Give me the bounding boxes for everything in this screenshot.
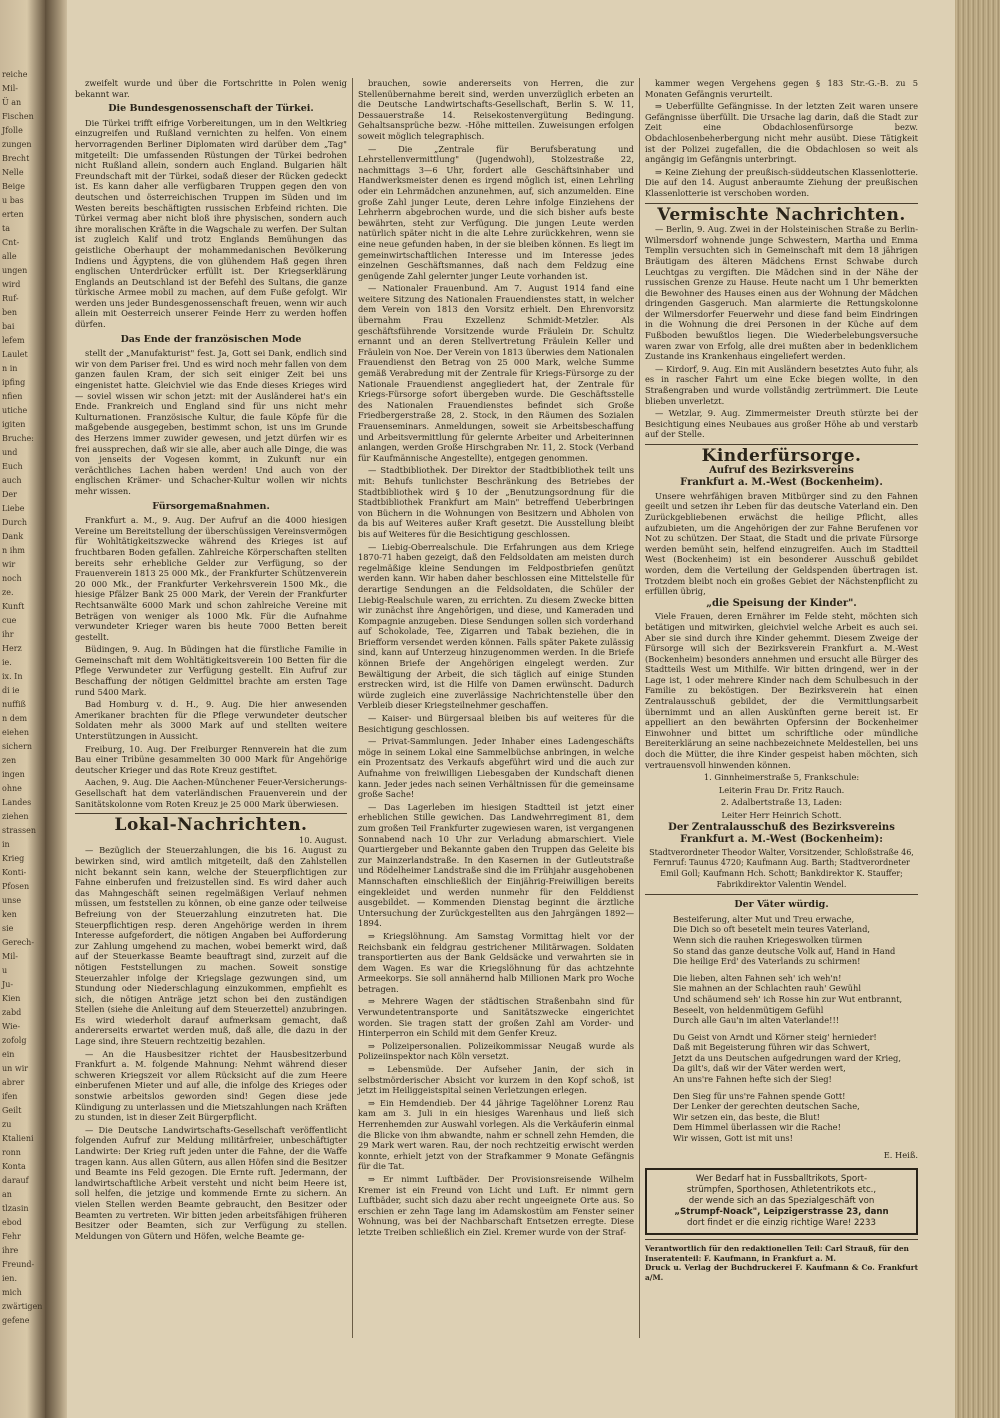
- binding-fragment: un wir: [2, 1064, 29, 1073]
- paragraph: ⇒ Keine Ziehung der preußisch-süddeutschen Klassenlotterie. Die auf den 14. August anberaumte Ziehung der preußischen Klassenlotterie ist verschoben worden.: [645, 166, 918, 198]
- binding-fragment: Kien: [2, 994, 21, 1003]
- binding-fragment: sie: [2, 924, 14, 933]
- binding-fragment: igiten: [2, 420, 26, 429]
- kinder-heading: Kinderfürsorge.: [701, 446, 862, 466]
- column-rule: [639, 78, 640, 1338]
- column-3-top: [645, 78, 918, 199]
- binding-fragment: Mil-: [2, 84, 19, 93]
- binding-fragment: Euch: [2, 462, 23, 471]
- binding-fragment: unse: [2, 896, 22, 905]
- binding-fragment: wird: [2, 280, 21, 289]
- binding-fragment: n in: [2, 364, 18, 373]
- binding-fragment: Ktalieni: [2, 1134, 34, 1143]
- binding-fragment: Konti-: [2, 868, 27, 877]
- poem-line: Daß mit Begeisterung führen wir das Schwert,: [673, 1042, 871, 1053]
- ad-line: strümpfen, Sporthosen, Athletentrikots etc.,: [686, 1185, 877, 1196]
- binding-fragment: bai: [2, 322, 15, 331]
- binding-fragment: ze.: [2, 588, 14, 597]
- paragraph: Die Türkei trifft eifrige Vorbereitungen, um in den Weltkrieg einzugreifen und Rußland vernichten zu helfen. Von einem hervorragenden Berliner Diplomaten wird darüber dem „Tag" mitgeteilt: Die umfassenden Rüstungen der Türkei bedrohen nicht Rußland allein, sondern auch England. Bulgarien hält Freundschaft mit der Türkei, sodaß dieser der Rücken gedeckt ist. Es kann daher alle verfügbaren Truppen gegen den von deutschen und österreichischen Truppen im Süden und im Westen bereits beschäftigten russischen Erbfeind richten. Die Türkei vermag aber nicht bloß ihre physischen, sondern auch ihre moralischen Kräfte in die Wagschale zu werfen. Der Sultan ist zugleich Kalif und trotz Englands Bemühungen das geistliche Oberhaupt der mohammedanischen Bevölkerung Indiens und Ägyptens, die von glühendem Haß gegen ihren englischen Unterdrücker erfüllt ist. Der Kriegserklärung Englands an Deutschland ist der Befehl des Sultans, die ganze türkische Armee mobil zu machen, auf dem Fuße gefolgt. Wir werden uns jeder Bundesgenossenschaft freuen, wenn wir auch allein mit Oesterreich unserer Feinde Herr zu werden hoffen dürfen.: [75, 117, 347, 330]
- poem-line: Und schäumend seh' ich Rosse hin zur Wut entbrannt,: [673, 993, 903, 1004]
- binding-fragment: lefem: [2, 336, 25, 345]
- poem-line: Da gilt's, daß wir der Väter werden wert,: [673, 1063, 846, 1074]
- paragraph: ⇒ Ein Hemdendieb. Der 44 jährige Tagelöhner Lorenz Rau kam am 3. Juli in ein hiesiges Warenhaus und ließ sich Herrenhemden zur Auswahl vorlegen. Als die Verkäuferin einmal die Blicke von ihm abwandte, nahm er schnell zehn Hemden, die 29 Mark wert waren. Rau, der noch rechtzeitig erwischt werden konnte, erhielt jetzt von der Strafkammer 9 Monate Gefängnis für die Tat.: [358, 1097, 634, 1172]
- binding-fragment: reiche: [2, 70, 28, 79]
- binding-fragment: Cnt-: [2, 238, 20, 247]
- paragraph: ⇒ Er nimmt Luftbäder. Der Provisionsreisende Wilhelm Kremer ist ein Freund von Licht und Luft. Er nimmt gern Luftbäder, sucht sich dazu aber recht ungeeignete Orte aus. So erschien er zehn Tage lang im Adamskostüm am Fenster seiner Wohnung, was bei der Nachbarschaft Entsetzen erregte. Diese letzte Treiben schließlich ein Ziel. Kremer wurde von der Straf-: [358, 1173, 634, 1237]
- paragraph: stellt der „Manufakturist" fest. Ja, Gott sei Dank, endlich sind wir von dem Pariser frei. Und es wird noch mehr fallen von dem ganzen faulen Kram, der sich seit einiger Zeit bei uns eingenistet hatte. Gleichviel wie das Ende dieses Krieges wird — soviel wissen wir schon jetzt: mit der Ausländerei hat's ein Ende. Frankreich und England sind für uns nicht mehr Kulturnationen. Französische Kultur, die faule Köpfe für die maßgebende ausgegeben, bestimmt schon, ist uns im Grunde des Herzens immer zuwider gewesen, und jetzt dürfen wir es frei aussprechen, daß wir sie alle, aber auch alle Dinge, die was von jenseits der Vogesen kommt, in Zukunft nur ein verächtliches Lachen haben werden! Und auch von der englischen Krämer- und Schacher-Kultur wollen wir nichts mehr wissen.: [75, 348, 347, 496]
- binding-fragment: Dank: [2, 532, 24, 541]
- binding-fragment: noch: [2, 574, 22, 583]
- binding-fragment: zu: [2, 1120, 12, 1129]
- paragraph: ⇒ Polizeipersonalien. Polizeikommissar Neugaß wurde als Polizeiinspektor nach Köln versetzt.: [358, 1040, 634, 1062]
- paragraph: ⇒ Kriegslöhnung. Am Samstag Vormittag hielt vor der Reichsbank ein feldgrau gestrichener Militärwagen. Soldaten transportierten aus der Bank Geldsäcke und verwahrten sie in dem Wagen. Es war die Kriegslöhnung für das achtzehnte Armeekorps. Sie soll annähernd halb Millionen Mark pro Woche betragen.: [358, 930, 634, 994]
- binding-fragment: Fehr: [2, 1232, 21, 1241]
- paragraph: — Die Deutsche Landwirtschafts-Gesellschaft veröffentlicht folgenden Aufruf zur Meldung militärfreier, unbeschäftigter Landwirte: Der Krieg ruft jeden unter die Fahne, der die Waffe tragen kann. Aus allen Gütern, aus allen Höfen sind die Besitzer und Beamte ins Feld gezogen. Die Ernte ruft. Jedermann, der landwirtschaftliche Arbeit versteht und nicht beim Heere ist, soll helfen, die jetzige und kommende Ernte zu sichern. An vielen Stellen werden Beamte gebraucht, den Besitzer oder Beamten zu vertreten. Wir bitten jeden arbeitsfähigen früheren Besitzer oder Beamten, sich zur Verfügung zu stellen. Meldungen von Gütern und Höfen, welche Beamte ge-: [75, 1124, 347, 1241]
- adjacent-page-binding: [0, 0, 45, 1418]
- imprint: [645, 1244, 918, 1282]
- binding-fragment: Konta: [2, 1162, 26, 1171]
- lokal-article: [75, 845, 347, 1241]
- address-line: Leiter Herr Heinrich Schott.: [721, 810, 842, 820]
- column-rule: [352, 78, 353, 1338]
- divider: [645, 203, 918, 204]
- address-line: 2. Adalbertstraße 13, Laden:: [720, 797, 843, 808]
- poem: [645, 914, 918, 1144]
- binding-fragment: eiehen: [2, 728, 30, 737]
- column-3: [645, 78, 918, 1282]
- paragraph: — Kaiser- und Bürgersaal bleiben bis auf weiteres für die Besichtigung geschlossen.: [358, 713, 634, 734]
- paragraph: Aachen, 9. Aug. Die Aachen-Münchener Feuer-Versicherungs-Gesellschaft hat dem vaterländischen Frauenverein und der Sanitätskolonne vom Roten Kreuz je 25 000 Mark überwiesen.: [75, 777, 347, 809]
- paragraph: — Die „Zentrale für Berufsberatung und Lehrstellenvermittlung" (Jugendwohl), Stolzestraße 22, nachmittags 3—6 Uhr, fordert alle Geschäftsinhaber und Handwerksmeister denen es irgend möglich ist, einen Lehrling oder ein Lehrmädchen anzunehmen, auf, sich anzumelden. Eine große Zahl junger Leute, deren Lehre infolge Einziehens der Lehrherrn abgebrochen wurde, und die sich bisher aufs beste bewährten, steht zur Verfügung. Die jungen Leute werden natürlich später nicht in die alte Lehre zurückkehren, wenn sie eine neue gefunden haben, in der sie bleiben können. Es liegt im gemeinwirtschaftlichen Interesse und im Interesse jedes einzelnen Geschäftsmannes, daß nach dem Feldzug eine genügende Zahl gelernter junger Leute vorhanden ist.: [358, 143, 634, 281]
- binding-fragment: nuffiß: [2, 700, 26, 709]
- poem-line: Dem Himmel überlassen wir die Rache!: [673, 1122, 841, 1133]
- poem-line: Der Lenker der gerechten deutschen Sache,: [673, 1101, 860, 1112]
- binding-fragment: in: [2, 840, 10, 849]
- lokal-heading: Lokal-Nachrichten.: [114, 815, 308, 836]
- binding-fragment: zofolg: [2, 1036, 27, 1045]
- binding-fragment: Ü an: [2, 98, 22, 107]
- paragraph: — Wetzlar, 9. Aug. Zimmermeister Dreuth stürzte bei der Besichtigung eines Neubaues aus großer Höhe ab und verstarb auf der Stelle.: [645, 408, 918, 440]
- paragraph: — Das Lagerleben im hiesigen Stadtteil ist jetzt einer erheblichen Stille gewichen. Das Landwehrregiment 81, dem zum großen Teil Frankfurter zugewiesen waren, ist vergangenen Sonnabend nach 10 Uhr zur Verladung abmarschiert. Viele Quartiergeber und Bekannte gaben den Truppen das Geleite bis zur Mainzerlandstraße. In den Kasernen in der Gutleutstraße und Rödelheimer Landstraße sind die im Frühjahr ausgehobenen Mannschaften einschließlich der Einjährig-Freiwilligen bereits eingekleidet und werden nunmehr für den Felddienst ausgebildet. — Kommenden Dienstag beginnt die ärztliche Untersuchung der Zurückgestellten aus den Jahrgängen 1892—1894.: [358, 801, 634, 929]
- paragraph: ⇒ Lebensmüde. Der Aufseher Janin, der sich in selbstmörderischer Absicht vor kurzem in den Kopf schoß, ist jetzt im Heiliggeistspital seinen Verletzungen erlegen.: [358, 1064, 634, 1096]
- paragraph: brauchen, sowie andererseits von Herren, die zur Stellenübernahme bereit sind, werden unverzüglich erbeten an die Deutsche Landwirtschafts-Gesellschaft, Berlin S. W. 11, Dessauerstraße 14. Reisekostenvergütung Bedingung. Gehaltsansprüche bezw. -Höhe mitteilen. Zuweisungen erfolgen soweit möglich telegraphisch.: [358, 78, 634, 141]
- page-stack-edge: [955, 0, 1000, 1418]
- binding-fragment: Nelle: [2, 168, 24, 177]
- divider: [645, 1239, 918, 1240]
- binding-fragment: Brecht: [2, 154, 30, 163]
- binding-fragment: erten: [2, 210, 24, 219]
- paragraph: — Privat-Sammlungen. Jeder Inhaber eines Ladengeschäfts möge in seinem Lokal eine Sammelbüchse anbringen, in welche ein Prozentsatz des Verkaufs abgeführt wird und die auch zur Aufnahme von freiwilligen Liebesgaben der Kundschaft dienen kann. Jeder jedes nach seinen Verhältnissen für die gemeinsame große Sache!: [358, 736, 634, 800]
- lokal-date: 10. August.: [298, 834, 347, 845]
- binding-fragment: Durch: [2, 518, 28, 527]
- binding-fragment: Beige: [2, 182, 26, 191]
- binding-fragment: an: [2, 1190, 12, 1199]
- mode-article: [75, 348, 347, 496]
- kinder-article-2: [645, 611, 918, 770]
- turkey-heading: Die Bundesgenossenschaft der Türkei.: [108, 103, 314, 115]
- paragraph: — Stadtbibliothek. Der Direktor der Stadtbibliothek teilt uns mit: Behufs tunlichster Beschränkung des Betriebes der Stadtbibliothek wird § 10 der „Benutzungsordnung für die Stadtbibliothek Frankfurt am Main" betreffend Ueberbringen von Büchern in die Wohnungen von Besitzern und Abholen von da bis auf Weiteres außer Kraft gesetzt. Die Ausstellung bleibt bis auf Weiteres für die Besichtigung geschlossen.: [358, 465, 634, 539]
- binding-fragment: wir: [2, 560, 16, 569]
- binding-fragment: Kunft: [2, 602, 25, 611]
- binding-fragment: utiche: [2, 406, 28, 415]
- ad-line: dort findet er die einzig richtige Ware! 2233: [687, 1218, 876, 1229]
- paragraph: — Kirdorf, 9. Aug. Ein mit Ausländern besetztes Auto fuhr, als es in rascher Fahrt um eine Ecke biegen wollte, in den Straßengraben und wurde vollständig zertrümmert. Die Leute blieben unverletzt.: [645, 363, 918, 406]
- poem-title: Der Väter würdig.: [734, 899, 829, 911]
- binding-fragment: di ie: [2, 686, 20, 695]
- binding-fragment: zen: [2, 756, 17, 765]
- poem-stanza: [645, 914, 918, 967]
- poem-line: Besteiferung, alter Mut und Treu erwache,: [673, 913, 855, 924]
- advertisement: [645, 1168, 918, 1235]
- binding-fragment: n dem: [2, 714, 28, 723]
- binding-fragment: ben: [2, 308, 18, 317]
- binding-fragment: cue: [2, 616, 17, 625]
- intro-text: zweifelt wurde und über die Fortschritte in Polen wenig bekannt war.: [75, 78, 347, 99]
- binding-fragment: ihre: [2, 1246, 19, 1255]
- binding-fragment: Mil-: [2, 952, 19, 961]
- binding-fragment: Bruche:: [2, 434, 34, 443]
- zentral-heading-2: Frankfurt a. M.-West (Bockenheim):: [680, 834, 883, 846]
- binding-fragment: strassen: [2, 826, 37, 835]
- binding-fragment: ix. In: [2, 672, 23, 681]
- binding-fragment: Der: [2, 490, 17, 499]
- binding-fragment: zungen: [2, 140, 32, 149]
- binding-fragment: Laulet: [2, 350, 28, 359]
- binding-fragment: Landes: [2, 798, 32, 807]
- divider: [75, 813, 347, 814]
- binding-fragment: zwärtigen: [2, 1302, 43, 1311]
- poem-line: Sie mahnen an der Schlachten rauh' Gewühl: [673, 983, 862, 994]
- kinder-subheading-2: Frankfurt a. M.-West (Bockenheim).: [680, 477, 883, 489]
- poem-stanza: [645, 973, 918, 1026]
- poem-stanza: [645, 1091, 918, 1144]
- ad-line: „Strumpf-Noack", Leipzigerstrasse 23, dann: [674, 1207, 889, 1218]
- paragraph: Freiburg, 10. Aug. Der Freiburger Rennverein hat die zum Bau einer Tribüne gesammelten 30 000 Mark für Angehörige deutscher Krieger und das Rote Kreuz gestiftet.: [75, 743, 347, 775]
- kinder-subheading-1: Aufruf des Bezirksvereins: [709, 464, 854, 476]
- binding-fragment: Ju-: [2, 980, 14, 989]
- binding-fragment: ronn: [2, 1148, 21, 1157]
- poem-line: Die lieben, alten Fahnen seh' ich weh'n!: [673, 972, 842, 983]
- vermischt-article: [645, 224, 918, 440]
- fuersorge-heading: Fürsorgemaßnahmen.: [152, 500, 270, 512]
- binding-fragment: ohne: [2, 784, 22, 793]
- poem-line: Durch alle Gau'n im alten Vaterlande!!!: [673, 1015, 840, 1026]
- paragraph: Unsere wehrfähigen braven Mitbürger sind zu den Fahnen geeilt und setzen ihr Leben für das deutsche Vaterland ein. Den Zurückgebliebenen erwächst die heilige Pflicht, alles aufzubieten, um die Angehörigen der zur Fahne Berufenen vor Not zu schützen. Der Staat, die Stadt und die private Fürsorge werden bemüht sein, helfend einzugreifen. Auch im Stadtteil West (Bockenheim) ist ein besonderer Ausschuß gebildet worden, dem die Verteilung der Geldspenden übertragen ist. Trotzdem bleibt noch ein großes Gebiet der Nächstenpflicht zu erfüllen übrig,: [645, 490, 918, 597]
- paragraph: ⇒ Ueberfüllte Gefängnisse. In der letzten Zeit waren unsere Gefängnisse überfüllt. Die Ursache lag darin, daß die Stadt zur Zeit eine Obdachlosenfürsorge bezw. Obdachlosenbeherbergung nicht mehr ausübt. Diese Tätigkeit ist der Polizei zugefallen, die die Obdachlosen so weit als angängig im Gefängnis unterbringt.: [645, 101, 918, 165]
- ad-line: Wer Bedarf hat in Fussballtrikots, Sport-: [695, 1174, 868, 1185]
- ad-line: der wende sich an das Spezialgeschäft von: [688, 1196, 875, 1207]
- poem-line: Die heilige Erd' des Vaterlands zu schirmen!: [673, 956, 861, 967]
- binding-fragment: Ruf-: [2, 294, 19, 303]
- poem-author: E. Heiß.: [883, 1149, 918, 1160]
- paragraph: — Liebig-Oberrealschule. Die Erfahrungen aus dem Kriege 1870-71 haben gezeigt, daß den Feldsoldaten am meisten durch regelmäßige kleine Sendungen im Feldpostbriefen genützt werden kann. Wir haben daher beschlossen eine Mittelstelle für derartige Sendungen an die Feldsoldaten, die Schüler der Liebig-Realschule waren, zu errichten. Zu diesem Zwecke bitten wir zunächst ihre Angehörigen, und diese, und Kameraden und Kompagnie anzugeben. Diese Sendungen sollen sich vorderhand auf Schokolade, Tee, Zigarren und Tabak beziehen, die in Briefform versendet werden können. Falls später Pakete zulässig sind, kann auf Unterzeug hinzugenommen werden. In die Briefe können Briefe der Angehörigen eingelegt werden. Zur Bewältigung der Arbeit, die sich täglich auf einige Stunden erstrecken wird, ist die Hilfe von Damen erwünscht. Dadurch würde zugleich eine zuverlässige Nachrichtenstelle über den Verbleib dieser Kriegsteilnehmer geschaffen.: [358, 541, 634, 711]
- binding-fragment: u bas: [2, 196, 24, 205]
- paragraph: Viele Frauen, deren Ernährer im Felde steht, möchten sich betätigen und mitwirken, gleichviel welche Arbeit es auch sei. Aber sie sind durch ihre Kinder gehemmt. Diesem Zweige der Fürsorge will sich der Bezirksverein Frankfurt a. M.-West (Bockenheim) besonders annehmen und ersucht alle Bürger des Stadtteils West um Mithilfe. Wir bitten dringend, wer in der Lage ist, 1 oder mehrere Kinder nach dem Schulbesuch in der Familie zu beköstigen. Der Bezirksverein hat einen Zentralausschuß gebildet, der die Vermittlungsarbeit übernimmt und an allen Auskünften gerne bereit ist. Er appelliert an den bewährten Opfersinn der Bockenheimer Einwohner und bittet um schriftliche oder mündliche Bereiterklärung an seine nachbezeichnete Meldestellen, bei uns doch die Mütter, die ihre Kinder gespeist haben möchten, sich vertrauensvoll hinwenden können.: [645, 611, 918, 770]
- binding-fragment: Geilt: [2, 1106, 22, 1115]
- column-1: [75, 78, 347, 1243]
- poem-line: Beseelt, von heldenmütigem Gefühl: [673, 1004, 824, 1015]
- binding-fragment: ungen: [2, 266, 28, 275]
- binding-fragment: ta: [2, 224, 10, 233]
- paragraph: Frankfurt a. M., 9. Aug. Der Aufruf an die 4000 hiesigen Vereine um Bereitstellung der überschüssigen Vereinsvermögen für Wohltätigkeitszwecke während des Krieges ist auf fruchtbaren Boden gefallen. Zahlreiche Körperschaften stellten bereits sehr erhebliche Gelder zur Verfügung, so der Frauenverein 1813 25 000 Mk., der Frankfurter Schützenverein 20 000 Mk., der Frankfurter Verkehrsverein 1500 Mk., die hiesige Pfälzer Bank 25 000 Mark, der Verein der Frankfurter Rechtsanwälte 6000 Mark und schon zahlreiche Vereine mit Beträgen von weniger als 1000 Mk. Für die Aufnahme verwundeter Krieger waren bis heute 7000 Betten bereit gestellt.: [75, 515, 347, 642]
- binding-fragment: Fischen: [2, 112, 34, 121]
- poem-line: Die Dich so oft besetelt mein teures Vaterland,: [673, 924, 871, 935]
- column-2-articles: [358, 78, 634, 1238]
- book-gutter: [45, 0, 67, 1418]
- binding-fragment: darauf: [2, 1176, 29, 1185]
- address-line: Leiterin Frau Dr. Fritz Rauch.: [718, 784, 845, 795]
- kinder-article: [645, 491, 918, 597]
- imprint-line: Druck u. Verlag der Buchdruckerei F. Kaufmann & Co. Frankfurt a/M.: [645, 1263, 918, 1282]
- binding-fragment: mich: [2, 1288, 22, 1297]
- speisung-heading: „die Speisung der Kinder".: [706, 597, 857, 609]
- binding-fragment: alle: [2, 252, 17, 261]
- poem-line: Du Geist von Arndt und Körner steig' hernieder!: [673, 1031, 877, 1042]
- binding-fragment: Jfolle: [2, 126, 23, 135]
- binding-fragment: auch: [2, 476, 22, 485]
- address-line: 1. Ginnheimerstraße 5, Frankschule:: [703, 772, 860, 783]
- binding-fragment: Liebe: [2, 504, 25, 513]
- binding-fragment: gefene: [2, 1316, 30, 1325]
- vermischt-heading: Vermischte Nachrichten.: [657, 204, 906, 225]
- fuersorge-article: [75, 515, 347, 809]
- paragraph: ⇒ Mehrere Wagen der städtischen Straßenbahn sind für Verwundetentransporte und Sanitätszwecke eingerichtet worden. Sie tragen statt der großen Zahl am Vorder- und Hinterperron ein Schild mit dem Genfer Kreuz.: [358, 996, 634, 1039]
- poem-line: Wir setzen ein, das beste, die Blut!: [673, 1111, 821, 1122]
- poem-line: Jetzt da uns Deutschen aufgedrungen ward der Krieg,: [673, 1052, 901, 1063]
- binding-fragment: Wie-: [2, 1022, 21, 1031]
- binding-fragment: ingen: [2, 770, 25, 779]
- binding-fragment: Gerech-: [2, 938, 35, 947]
- binding-fragment: ipfing: [2, 378, 26, 387]
- paragraph: — Bezüglich der Steuerzahlungen, die bis 16. August zu bewirken sind, wird amtlich mitgeteilt, daß den Zahlstellen nicht bekannt sein kann, welche der Steuerpflichtigen zur Fahne einberufen und freizustellen sind. Es wird daher auch das Mahngeschäft seinen regelmäßigen Verlauf nehmen müssen, um feststellen zu können, ob eine ganze oder teilweise Befreiung von der Steuerzahlung einzutreten hat. Die Steuerpflichtigen resp. deren Angehörige werden in ihrem Interesse aufgefordert, die nötigen Angaben bei Aufforderung zur Zahlung umgehend zu machen, wobei bemerkt wird, daß auf der Steuerkasse Beamte beauftragt sind, zurzeit auf die nötigen Feststellungen zu machen. Soweit sonstige Steuerzahler infolge der Kriegslage gezwungen sind, um Stundung oder Niederschlagung einzukommen, empfiehlt es sich, die nötigen Anträge jetzt schon bei den zuständigen Stellen (siehe die Anleitung auf dem Steuerzettel) anzubringen. Es wird wiederholt darauf aufmerksam gemacht, daß andererseits erwartet werden muß, daß alle, die dazu in der Lage sind, ihre Steuern rechtzeitig bezahlen.: [75, 845, 347, 1047]
- poem-stanza: [645, 1032, 918, 1085]
- binding-fragment: ien.: [2, 1274, 17, 1283]
- binding-fragment: sichern: [2, 742, 33, 751]
- zentral-members: Stadtverordneter Theodor Walter, Vorsitzender, Schloßstraße 46, Fernruf: Taunus 4720; Kaufmann Aug. Barth; Stadtverordneter Emil Goll; Kaufmann Hch. Schott; Bankdirektor K. Stauffer; Fabrikdirektor Valentin Wendel.: [649, 847, 914, 889]
- imprint-line: Inseratenteil: F. Kaufmann, in Frankfurt a. M.: [645, 1253, 836, 1263]
- binding-fragment: Herz: [2, 644, 22, 653]
- binding-fragment: ein: [2, 1050, 15, 1059]
- paragraph: Bad Homburg v. d. H., 9. Aug. Die hier anwesenden Amerikaner brachten für die Pflege verwundeter deutscher Soldaten mehr als 3000 Mark auf und stellten weitere Unterstützungen in Aussicht.: [75, 699, 347, 742]
- paragraph: Büdingen, 9. Aug. In Büdingen hat die fürstliche Familie in Gemeinschaft mit dem Wohltätigkeitsverein 100 Betten für die Pflege Verwundeter zur Verfügung gestellt. Ein Aufruf zur Beschaffung der nötigen Geldmittel brachte am ersten Tage rund 5400 Mark.: [75, 644, 347, 697]
- binding-fragment: und: [2, 448, 18, 457]
- paragraph: — Nationaler Frauenbund. Am 7. August 1914 fand eine weitere Sitzung des Nationalen Frauendienstes statt, in welcher dem Verein von 1813 den Vorsitz erhielt. Den Ehrenvorsitz übernahm Frau Exzellenz Schmidt-Metzler. Als geschäftsführende Vorsitzende wurde Fräulein Dr. Schultz ernannt und an deren Stellvertretung Fräulein Keller und Fräulein von Noe. Der Verein von 1813 überwies dem Nationalen Frauendienst den Betrag von 25 000 Mark, welche Summe gemäß Verabredung mit der Zentrale für Kriegs-Fürsorge zu der Nationale Frauendienst angegliedert hat, der Zentrale für Kriegs-Fürsorge sofort übergeben wurde. Die Geschäftsstelle des Nationalen Frauendienstes befindet sich Große Friedbergerstraße 28, 2. Stock, in den Räumen des Sozialen Frauenseminars. Anmeldungen, soweit sie Arbeitsbeschaffung und Arbeitsvermittlung für gelernte Arbeiter und Arbeiterinnen anlangen, werden Große Hirschgraben Nr. 11, 2. Stock (Verband für Kaufmännische Angestellte), entgegen genommen.: [358, 283, 634, 463]
- paragraph: kammer wegen Vergehens gegen § 183 Str.-G.-B. zu 5 Monaten Gefängnis verurteilt.: [645, 78, 918, 99]
- newspaper-page: [67, 0, 955, 1418]
- binding-fragment: n ihm: [2, 546, 25, 555]
- binding-fragment: ken: [2, 910, 17, 919]
- binding-fragment: ihr: [2, 630, 14, 639]
- poem-line: Wir wissen, Gott ist mit uns!: [673, 1133, 794, 1144]
- binding-fragment: Krieg: [2, 854, 25, 863]
- paragraph: — Berlin, 9. Aug. Zwei in der Holsteinischen Straße zu Berlin-Wilmersdorf wohnende junge Schwestern, Martha und Emma Templin versuchten sich in Gemeinschaft mit dem 18 jährigen Bräutigam des älteren Mädchens Ernst Schwabe durch Leuchtgas zu vergiften. Die Mädchen sind in der Nähe der russischen Grenze zu Hause. Heute nacht um 1 Uhr bemerkten die Bewohner des Hauses einen aus der Wohnung der Mädchen dringenden Gasgeruch. Man alarmierte die Rettungskolonne der Wilmersdorfer Feuerwehr und diese fand beim Eindringen in die Wohnung die drei Personen in der Küche auf dem Fußboden bewußtlos liegen. Die Wiederbelebungsversuche waren zwar von Erfolg, alle drei mußten aber in bedenklichem Zustande ins Krankenhaus eingeliefert werden.: [645, 224, 918, 362]
- binding-fragment: ie.: [2, 658, 12, 667]
- binding-fragment: tlzasin: [2, 1204, 29, 1213]
- poem-line: So stand das ganze deutsche Volk auf, Hand in Hand: [673, 945, 896, 956]
- binding-fragment: nfien: [2, 392, 23, 401]
- divider: [645, 894, 918, 895]
- address-list: [645, 772, 918, 820]
- paragraph: — An die Hausbesitzer richtet der Hausbesitzerbund Frankfurt a. M. folgende Mahnung: Nehmt während dieser schweren Kriegszeit vor allem Rücksicht auf die zum Heere einberufenen Mieter und auf alle, die infolge des Krieges oder sonstwie arbeitslos geworden sind! Gegen diese jede Kündigung zu unterlassen und die Mietszahlungen nach Kräften zu stunden, ist in dieser Zeit Bürgerpflicht.: [75, 1048, 347, 1123]
- binding-fragment: u: [2, 966, 8, 975]
- binding-fragment: ebod: [2, 1218, 22, 1227]
- binding-fragment: ziehen: [2, 812, 29, 821]
- binding-fragment: abrer: [2, 1078, 25, 1087]
- mode-heading: Das Ende der französischen Mode: [120, 333, 302, 345]
- binding-fragment: ifen: [2, 1092, 18, 1101]
- zentral-heading-1: Der Zentralausschuß des Bezirksvereins: [668, 821, 895, 833]
- turkey-article: [75, 118, 347, 330]
- column-2: [358, 78, 634, 1240]
- poem-line: Wenn sich die rauhen Kriegeswolken türmen: [673, 934, 863, 945]
- binding-fragment: Freund-: [2, 1260, 35, 1269]
- poem-line: An uns're Fahnen hefte sich der Sieg!: [673, 1074, 832, 1085]
- binding-fragment: zabd: [2, 1008, 22, 1017]
- poem-line: Den Sieg für uns're Fahnen spende Gott!: [673, 1090, 846, 1101]
- imprint-line: Verantwortlich für den redaktionellen Teil: Carl Strauß, für den: [645, 1244, 909, 1254]
- divider: [645, 444, 918, 445]
- binding-fragment: Pfosen: [2, 882, 30, 891]
